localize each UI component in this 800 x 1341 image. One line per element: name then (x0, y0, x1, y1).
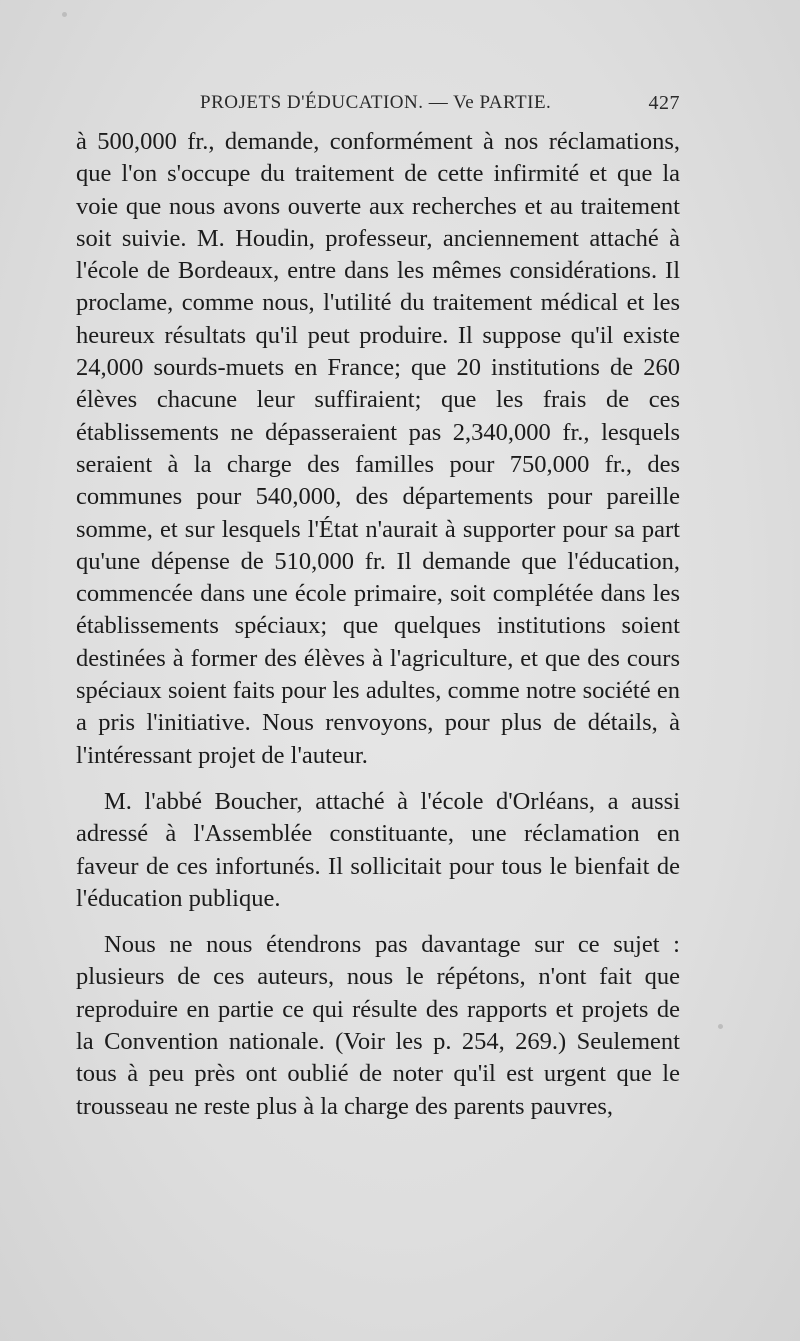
body-text (76, 126, 680, 1123)
paragraph: Nous ne nous étendrons pas davantage sur ce sujet : plusieurs de ces auteurs, nous le répétons, n'ont fait que reproduire en partie ce qui résulte des rapports et projets de la Convention nationale. (Voir les p. 254, 269.) Seulement tous à peu près ont oublié de noter qu'il est urgent que le trousseau ne reste plus à la charge des parents pauvres, (76, 931, 680, 1120)
running-head: PROJETS D'ÉDUCATION. — Ve PARTIE. (200, 92, 552, 113)
ink-speck (62, 12, 67, 17)
page-header (200, 92, 680, 122)
paragraph: à 500,000 fr., demande, conformément à nos réclamations, que l'on s'occupe du traitement de cette infirmité et que la voie que nous avons ouverte aux recherches et au traitement soit suivie. M. Houdin, professeur, anciennement attaché à l'école de Bordeaux, entre dans les mêmes considérations. Il proclame, comme nous, l'utilité du traitement médical et les heureux résultats qu'il peut produire. Il suppose qu'il existe 24,000 sourds-muets en France; que 20 institutions de 260 élèves chacune leur suffiraient; que les frais de ces établissements ne dépasseraient pas 2,340,000 fr., lesquels seraient à la charge des familles pour 750,000 fr., des communes pour 540,000, des départements pour pareille somme, et sur lesquels l'État n'aurait à supporter pour sa part qu'une dépense de 510,000 fr. Il demande que l'éducation, commencée dans une école primaire, soit complétée dans les établissements spéciaux; que quelques institutions soient destinées à former des élèves à l'agriculture, et que des cours spéciaux soient faits pour les adultes, comme notre société en a pris l'initiative. Nous renvoyons, pour plus de détails, à l'intéressant projet de l'auteur. (76, 128, 680, 769)
page-number: 427 (648, 92, 680, 114)
ink-speck (718, 1024, 723, 1029)
paragraph: M. l'abbé Boucher, attaché à l'école d'Orléans, a aussi adressé à l'Assemblée constituante, une réclamation en faveur de ces infortunés. Il sollicitait pour tous le bienfait de l'éducation publique. (76, 787, 680, 912)
